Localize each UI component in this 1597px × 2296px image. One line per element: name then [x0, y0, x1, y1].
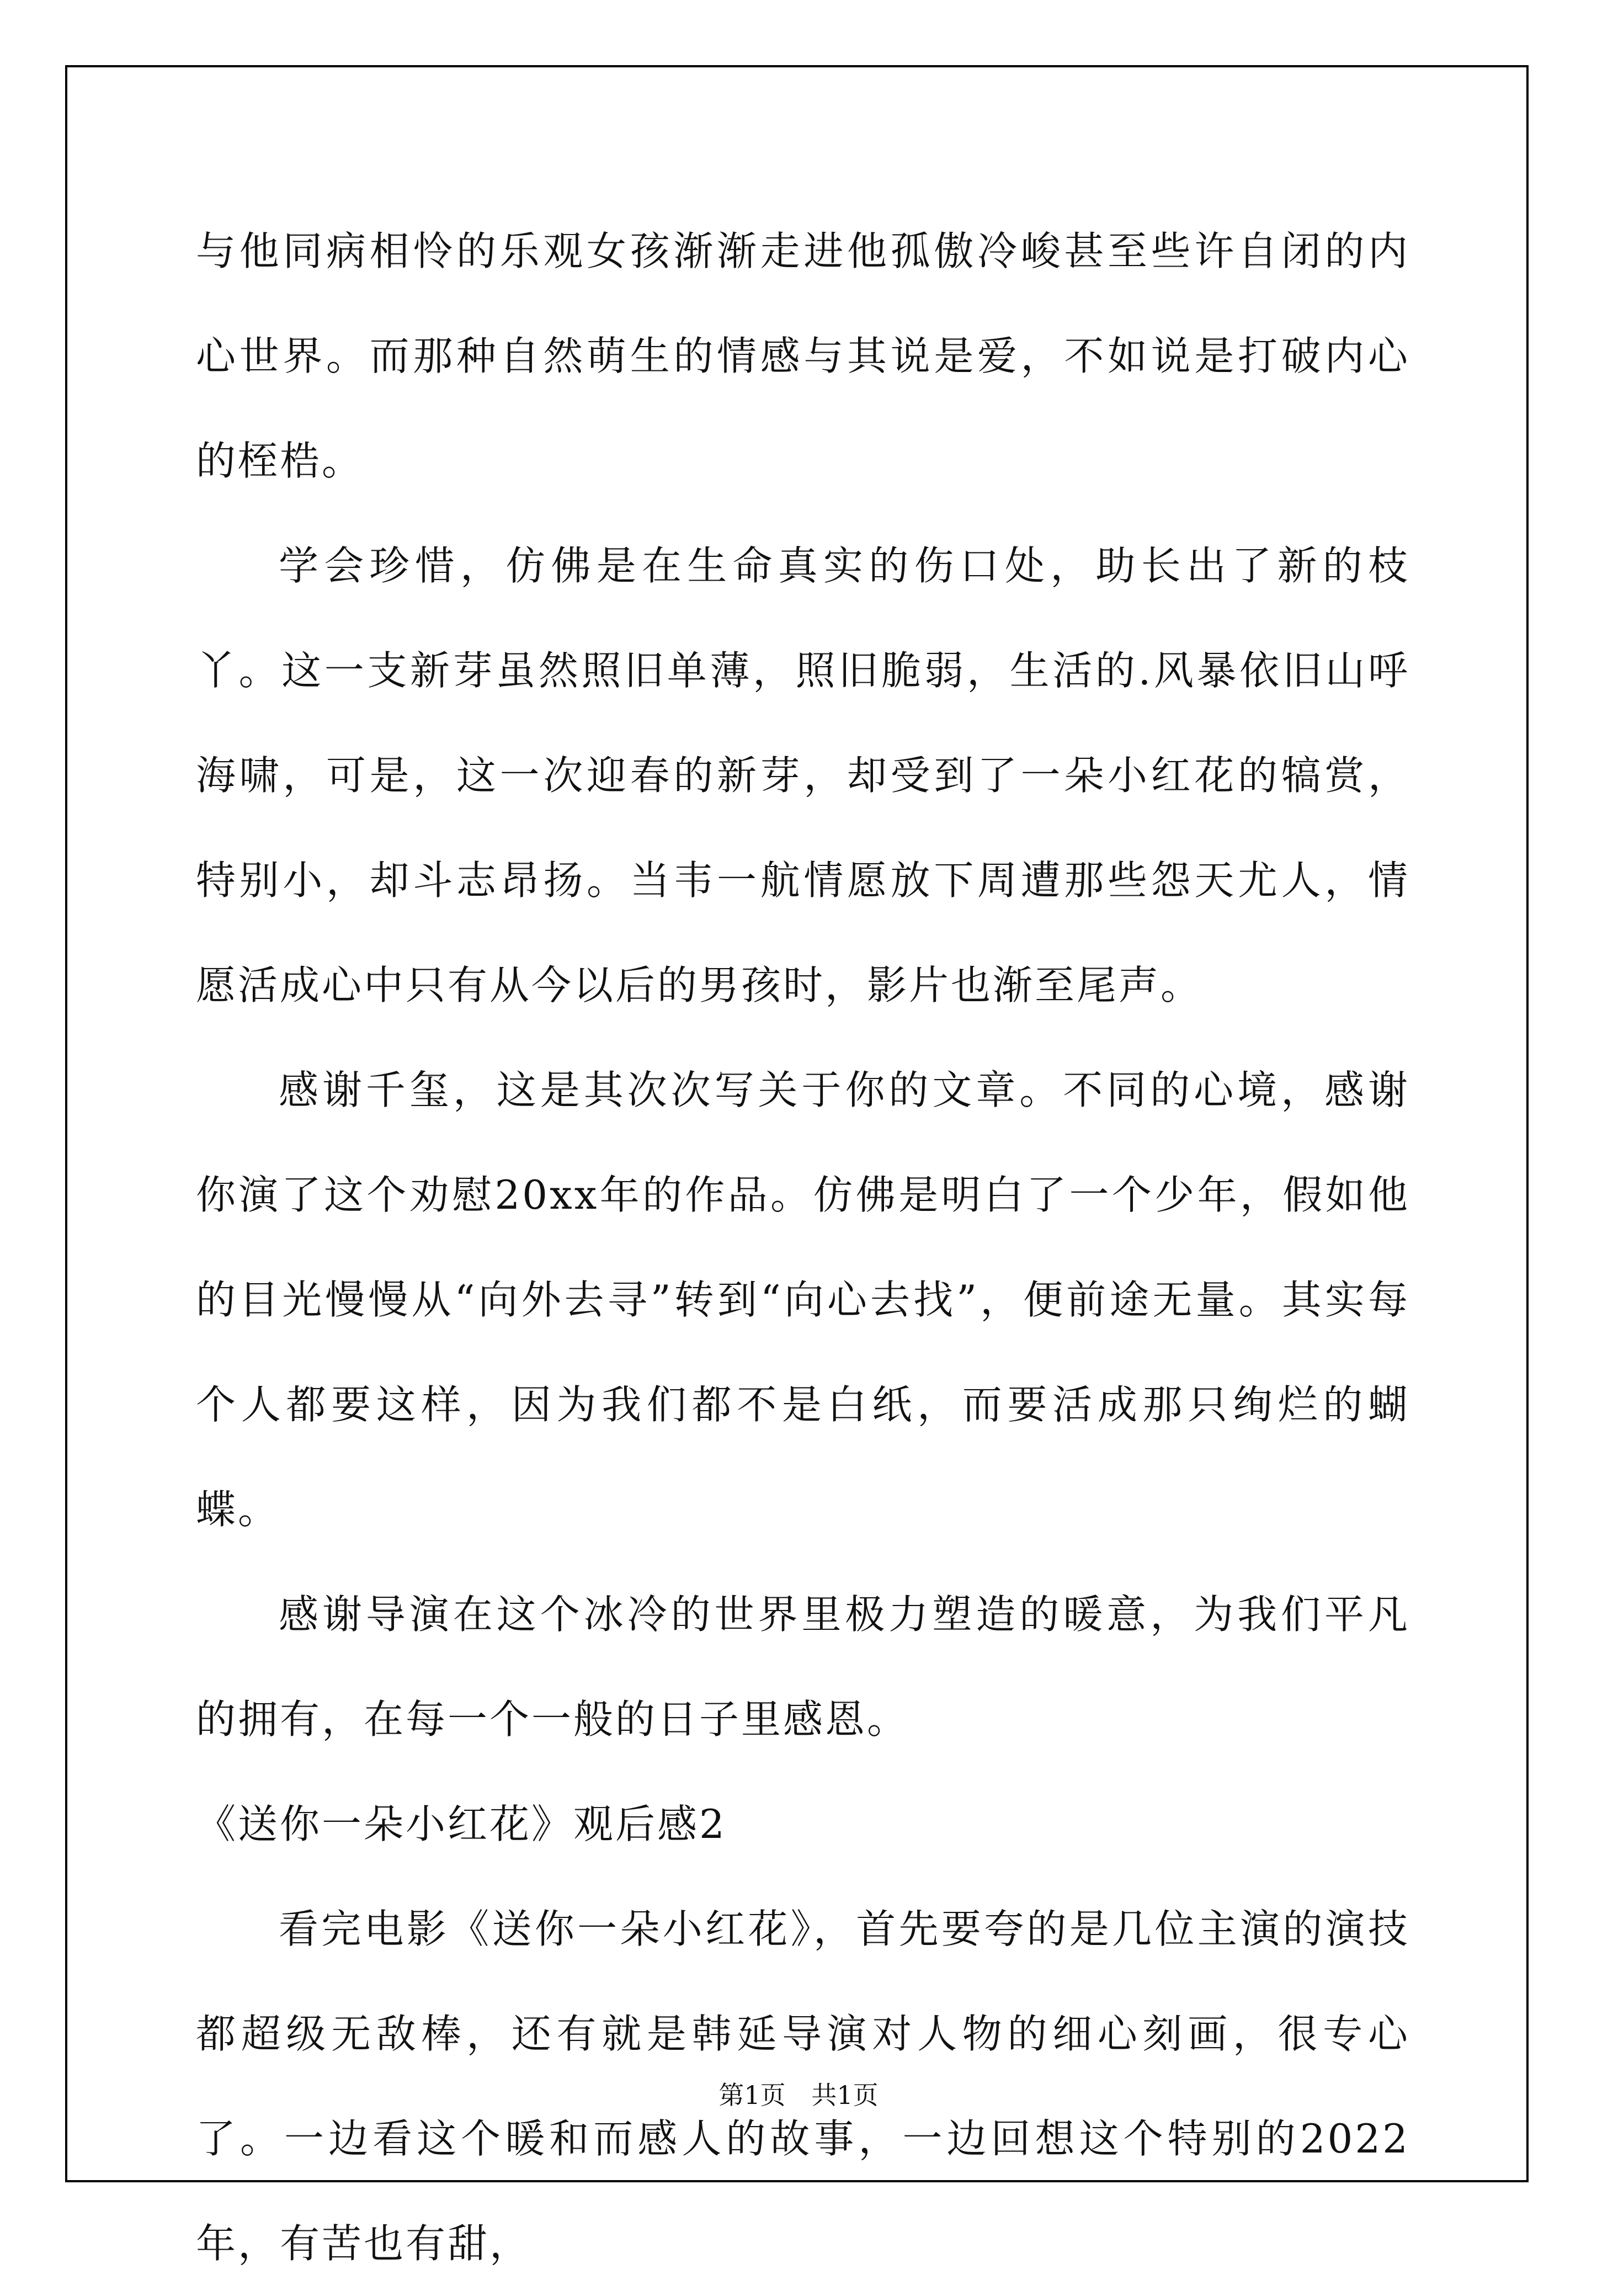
paragraph-4: 感谢导演在这个冰冷的世界里极力塑造的暖意，为我们平凡的拥有，在每一个一般的日子里感恩。	[196, 1591, 1410, 1742]
page-number: 第1页	[718, 2080, 786, 2110]
paragraph-2: 学会珍惜，仿佛是在生命真实的伤口处，助长出了新的枝丫。这一支新芽虽然照旧单薄，照旧脆弱，生活的.风暴依旧山呼海啸，可是，这一次迎春的新芽，却受到了一朵小红花的犒赏，特别小，却斗志昂扬。当韦一航情愿放下周遭那些怨天尤人，情愿活成心中只有从今以后的男孩时，影片也渐至尾声。	[196, 543, 1410, 1008]
section-heading: 《送你一朵小红花》观后感2	[196, 1801, 727, 1847]
document-body	[196, 199, 1410, 2296]
page-footer	[0, 2075, 1597, 2112]
paragraph-3: 感谢千玺，这是其次次写关于你的文章。不同的心境，感谢你演了这个劝慰20xx年的作品。仿佛是明白了一个少年，假如他的目光慢慢从“向外去寻”转到“向心去找”，便前途无量。其实每个人都要这样，因为我们都不是白纸，而要活成那只绚烂的蝴蝶。	[196, 1067, 1410, 1533]
page-total: 共1页	[811, 2080, 879, 2110]
paragraph-1: 与他同病相怜的乐观女孩渐渐走进他孤傲冷峻甚至些许自闭的内心世界。而那种自然萌生的情感与其说是爱，不如说是打破内心的桎梏。	[196, 228, 1410, 484]
paragraph-5: 看完电影《送你一朵小红花》，首先要夸的是几位主演的演技都超级无敌棒，还有就是韩延导演对人物的细心刻画，很专心了。一边看这个暖和而感人的故事，一边回想这个特别的2022年，有苦也有甜，	[196, 1906, 1410, 2267]
